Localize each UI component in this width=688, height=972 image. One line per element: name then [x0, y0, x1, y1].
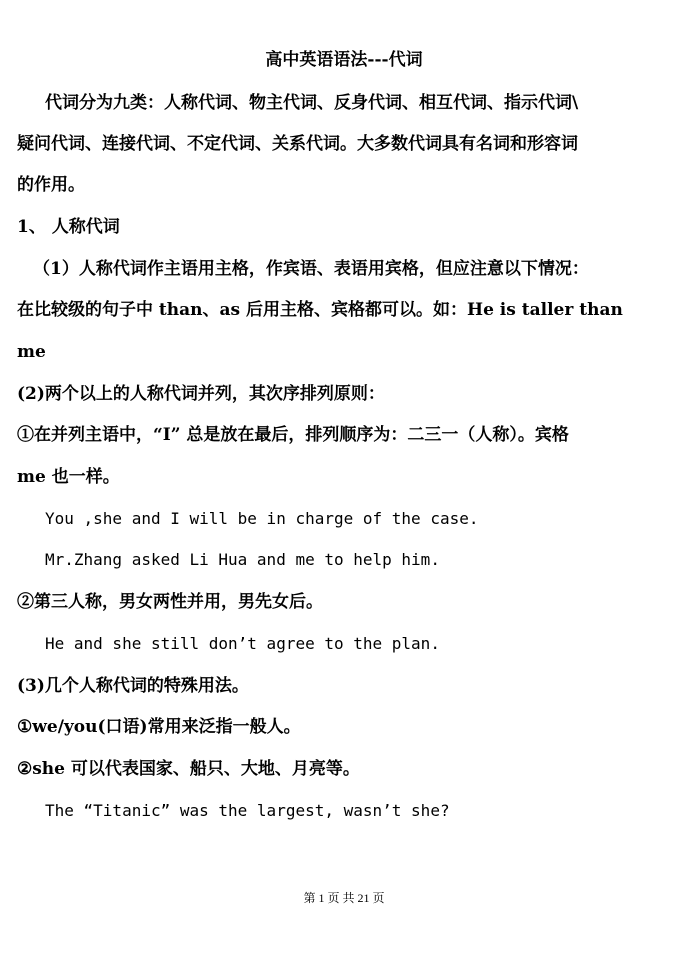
paragraph-line-1: 代词分为九类：人称代词、物主代词、反身代词、相互代词、指示代词\: [45, 93, 579, 113]
section-heading-1: 1、 人称代词: [17, 217, 120, 237]
paragraph-line-4: （1）人称代词作主语用主格，作宾语、表语用宾格，但应注意以下情况：: [33, 259, 589, 279]
paragraph-line-8: ①在并列主语中，“I” 总是放在最后，排列顺序为：二三一（人称）。宾格: [17, 425, 569, 445]
paragraph-line-2: 疑问代词、连接代词、不定代词、关系代词。大多数代词具有名词和形容词: [17, 134, 578, 154]
page-number-footer: 第 1 页 共 21 页: [303, 891, 385, 905]
paragraph-line-12: ①we/you(口语)常用来泛指一般人。: [17, 717, 301, 737]
paragraph-line-3: 的作用。: [17, 175, 85, 195]
paragraph-line-5: 在比较级的句子中 than、as 后用主格、宾格都可以。如：He is taller than: [17, 300, 623, 320]
example-sentence-2: Mr.Zhang asked Li Hua and me to help him.: [45, 550, 440, 569]
paragraph-line-6: me: [17, 342, 46, 362]
example-sentence-1: You ,she and I will be in charge of the case.: [45, 509, 479, 528]
example-sentence-4: The “Titanic” was the largest, wasn’t she?: [45, 801, 450, 820]
paragraph-line-10: ②第三人称，男女两性并用，男先女后。: [17, 592, 323, 612]
document-title: 高中英语语法---代词: [265, 50, 423, 70]
paragraph-line-7: (2)两个以上的人称代词并列，其次序排列原则：: [17, 384, 385, 404]
paragraph-line-11: (3)几个人称代词的特殊用法。: [17, 676, 249, 696]
paragraph-line-9: me 也一样。: [17, 467, 120, 487]
example-sentence-3: He and she still don’t agree to the plan.: [45, 634, 440, 653]
paragraph-line-13: ②she 可以代表国家、船只、大地、月亮等。: [17, 759, 360, 779]
